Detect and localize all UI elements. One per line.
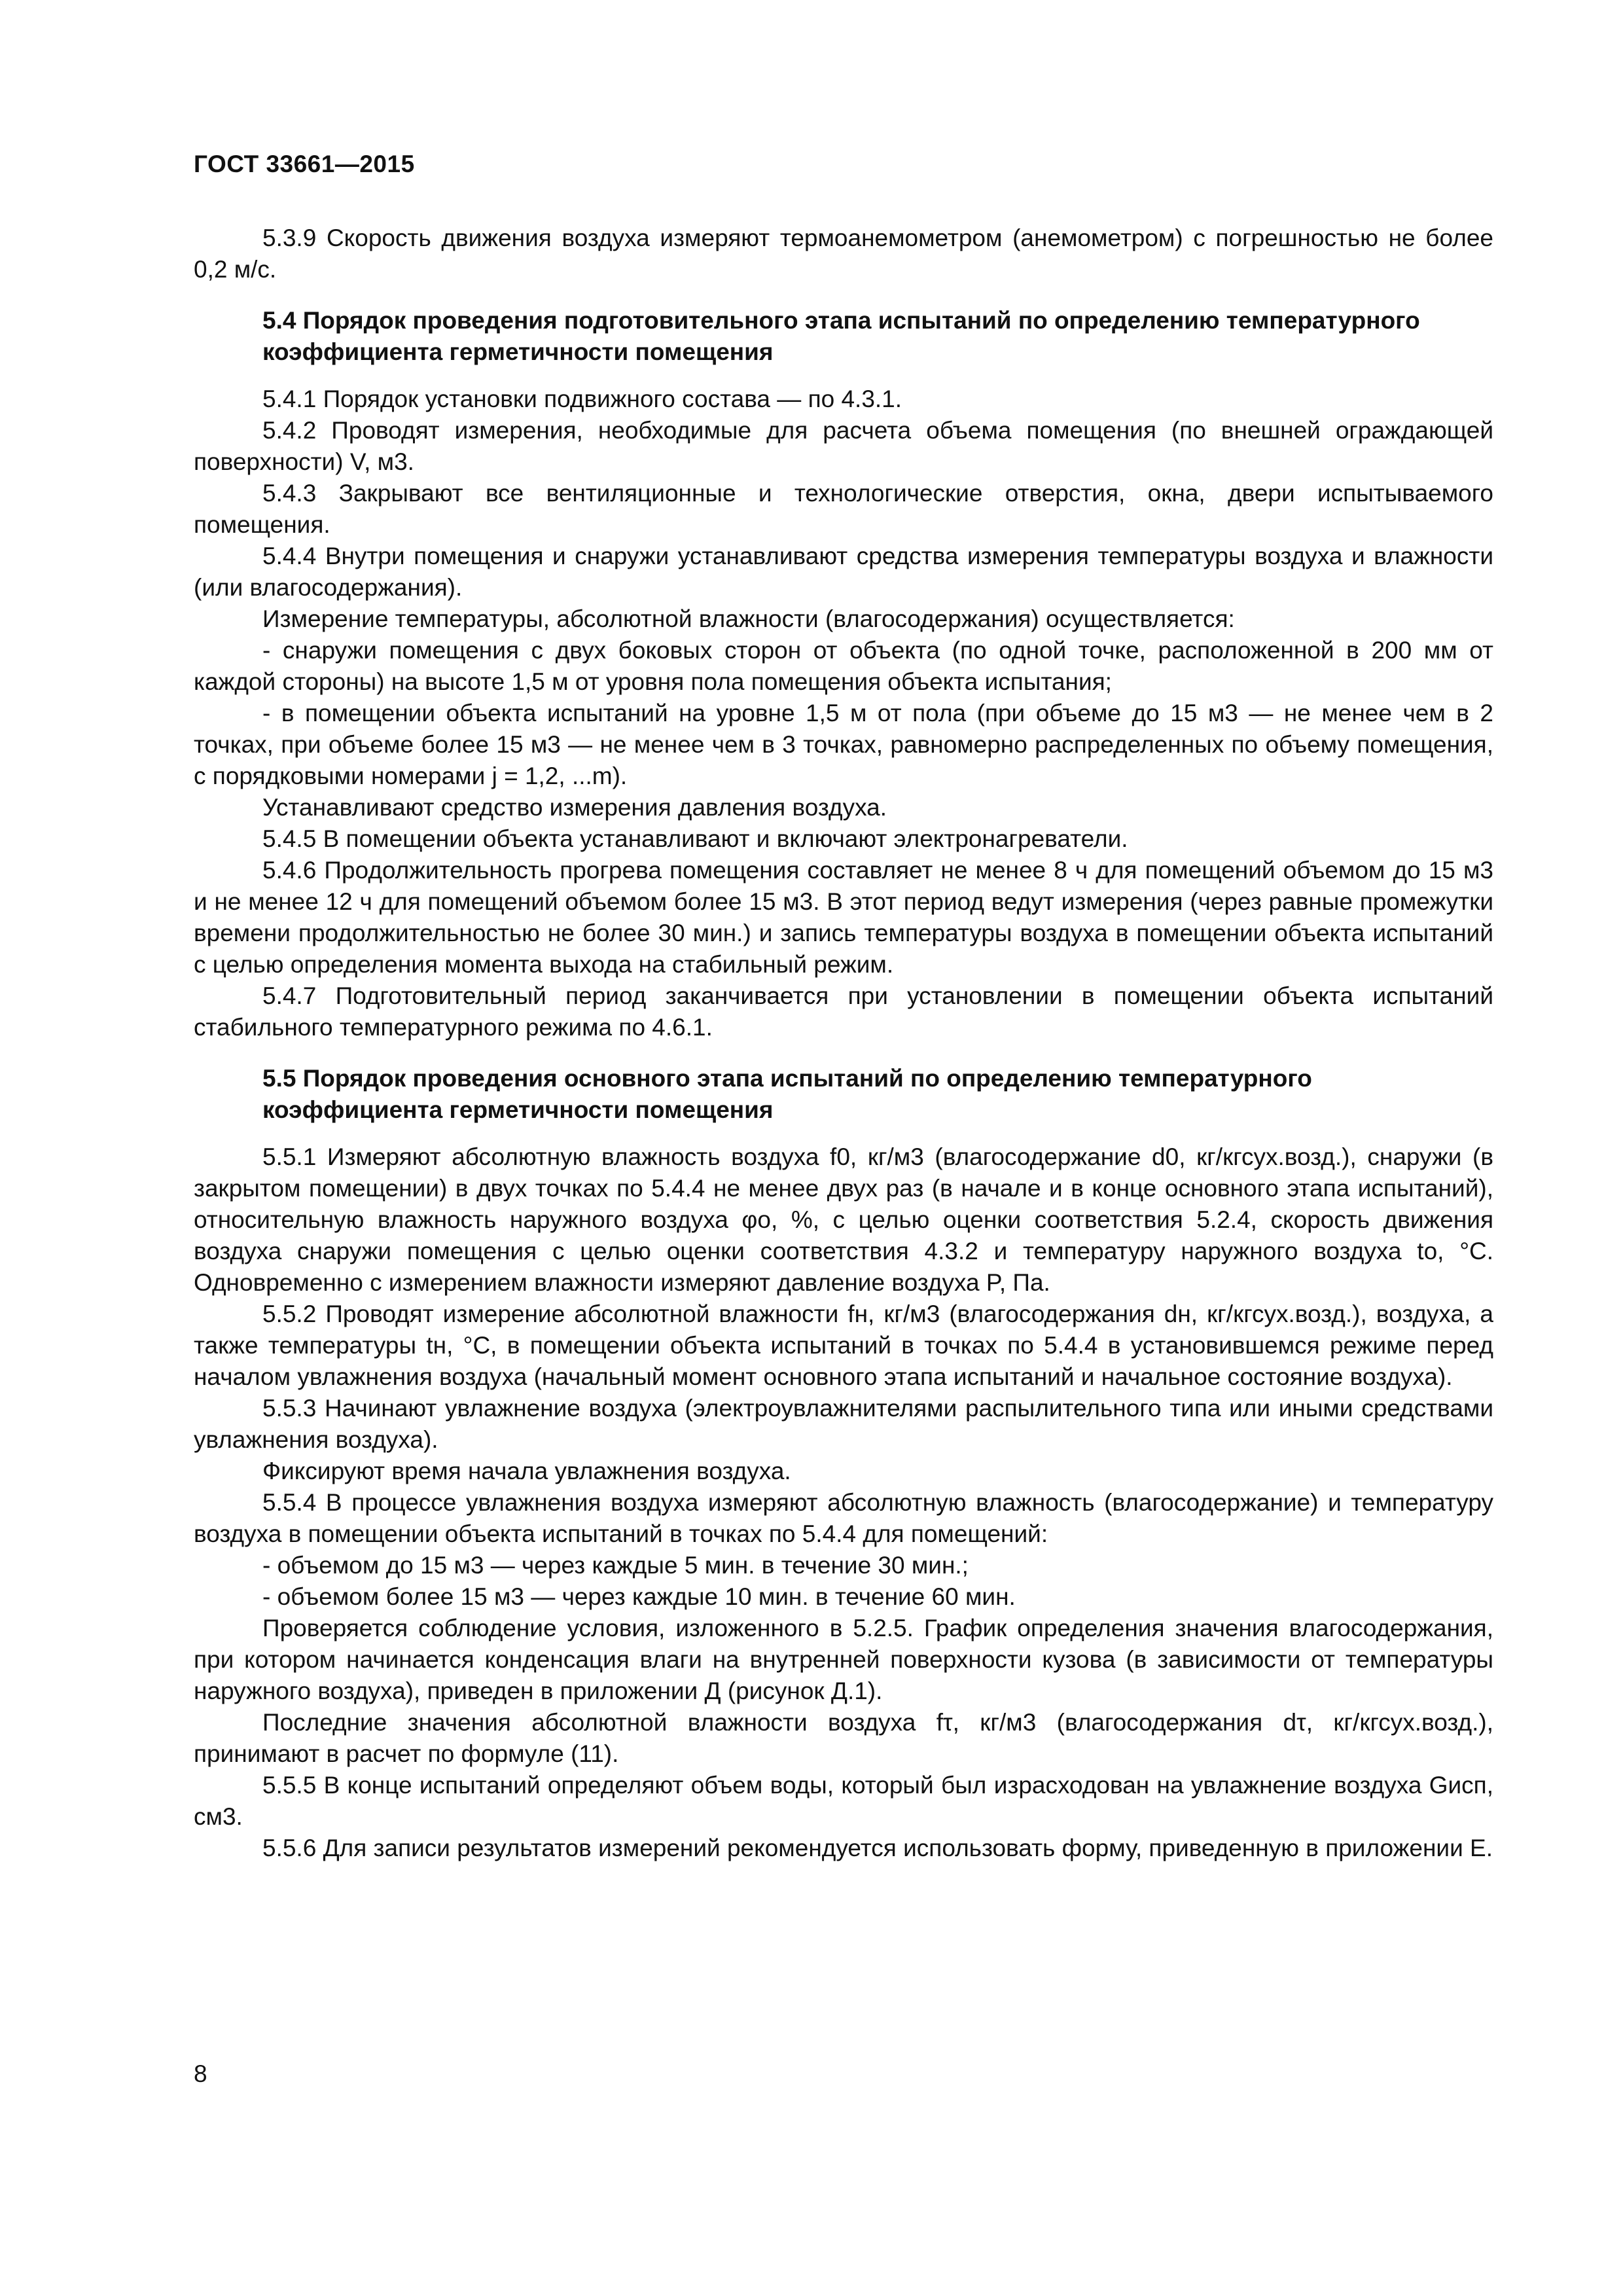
- clause-5-4-3: 5.4.3 Закрывают все вентиляционные и технологические отверстия, окна, двери испытываемого помещения.: [194, 480, 1493, 538]
- section-heading-5-5: 5.5 Порядок проведения основного этапа испытаний по определению температурного коэффициента герметичности помещения: [262, 1065, 1312, 1123]
- clause-5-5-4-last-values: Последние значения абсолютной влажности воздуха fτ, кг/м3 (влагосодержания dτ, кг/кгсух.возд.), принимают в расчет по формуле (11).: [194, 1709, 1493, 1767]
- clause-5-5-3-start-time: Фиксируют время начала увлажнения воздуха.: [262, 1458, 791, 1484]
- page-number: 8: [194, 2060, 207, 2087]
- clause-5-4-2: 5.4.2 Проводят измерения, необходимые для расчета объема помещения (по внешней ограждающей поверхности) V, м3.: [194, 417, 1493, 475]
- clause-5-5-3: 5.5.3 Начинают увлажнение воздуха (электроувлажнителями распылительного типа или иными средствами увлажнения воздуха).: [194, 1395, 1493, 1453]
- clause-5-5-6: 5.5.6 Для записи результатов измерений рекомендуется использовать форму, приведенную в приложении Е.: [262, 1835, 1493, 1861]
- clause-5-5-4-condition-check: Проверяется соблюдение условия, изложенного в 5.2.5. График определения значения влагосодержания, при котором начинается конденсация влаги на внутренней поверхности кузова (в зависимости от температуры наружного воздуха), приведен в приложении Д (рисунок Д.1).: [194, 1615, 1493, 1704]
- clause-5-4-5: 5.4.5 В помещении объекта устанавливают и включают электронагреватели.: [262, 825, 1128, 852]
- clause-5-4-1: 5.4.1 Порядок установки подвижного состава — по 4.3.1.: [262, 386, 902, 412]
- clause-5-5-2: 5.5.2 Проводят измерение абсолютной влажности fн, кг/м3 (влагосодержания dн, кг/кгсух.возд.), воздуха, а также температуры tн, °С, в помещении объекта испытаний в точках по 5.4.4 в установившемся режиме перед началом увлажнения воздуха (начальный момент основного этапа испытаний и начальное состояние воздуха).: [194, 1300, 1493, 1390]
- clause-5-4-7: 5.4.7 Подготовительный период заканчивается при установлении в помещении объекта испытаний стабильного температурного режима по 4.6.1.: [194, 982, 1493, 1041]
- clause-5-4-6: 5.4.6 Продолжительность прогрева помещения составляет не менее 8 ч для помещений объемом до 15 м3 и не менее 12 ч для помещений объемом более 15 м3. В этот период ведут измерения (через равные промежутки времени продолжительностью не более 30 мин.) и запись температуры воздуха в помещении объекта испытаний с целью определения момента выхода на стабильный режим.: [194, 857, 1493, 978]
- clause-5-5-4: 5.5.4 В процессе увлажнения воздуха измеряют абсолютную влажность (влагосодержание) и температуру воздуха в помещении объекта испытаний в точках по 5.4.4 для помещений:: [194, 1489, 1493, 1547]
- clause-5-3-9: 5.3.9 Скорость движения воздуха измеряют термоанемометром (анемометром) с погрешностью не более 0,2 м/с.: [194, 224, 1493, 283]
- clause-5-4-4-measurement-intro: Измерение температуры, абсолютной влажности (влагосодержания) осуществляется:: [262, 605, 1235, 632]
- clause-5-4-4-list-item-inside: - в помещении объекта испытаний на уровне 1,5 м от пола (при объеме до 15 м3 — не менее чем в 2 точках, при объеме более 15 м3 — не менее чем в 3 точках, равномерно распределенных по объему помещения, с порядковыми номерами j = 1,2, ...m).: [194, 700, 1493, 789]
- document-body: [194, 223, 1493, 1864]
- clause-5-4-4: 5.4.4 Внутри помещения и снаружи устанавливают средства измерения температуры воздуха и влажности (или влагосодержания).: [194, 543, 1493, 601]
- clause-5-5-5: 5.5.5 В конце испытаний определяют объем воды, который был израсходован на увлажнение воздуха Gисп, см3.: [194, 1772, 1493, 1830]
- document-header: ГОСТ 33661—2015: [194, 151, 415, 177]
- section-heading-5-4: 5.4 Порядок проведения подготовительного этапа испытаний по определению температурного коэффициента герметичности помещения: [262, 307, 1420, 365]
- clause-5-4-4-pressure: Устанавливают средство измерения давления воздуха.: [262, 794, 887, 821]
- clause-5-5-1: 5.5.1 Измеряют абсолютную влажность воздуха f0, кг/м3 (влагосодержание d0, кг/кгсух.возд.), снаружи (в закрытом помещении) в двух точках по 5.4.4 не менее двух раз (в начале и в конце основного этапа испытаний), относительную влажность наружного воздуха φо, %, с целью оценки соответствия 5.2.4, скорость движения воздуха снаружи помещения с целью оценки соответствия 4.3.2 и температуру наружного воздуха tо, °С. Одновременно с измерением влажности измеряют давление воздуха P, Па.: [194, 1143, 1493, 1296]
- clause-5-4-4-list-item-outside: - снаружи помещения с двух боковых сторон от объекта (по одной точке, расположенной в 200 мм от каждой стороны) на высоте 1,5 м от уровня пола помещения объекта испытания;: [194, 637, 1493, 695]
- clause-5-5-4-list-item-large: - объемом более 15 м3 — через каждые 10 мин. в течение 60 мин.: [262, 1583, 1016, 1610]
- clause-5-5-4-list-item-small: - объемом до 15 м3 — через каждые 5 мин. в течение 30 мин.;: [262, 1552, 969, 1579]
